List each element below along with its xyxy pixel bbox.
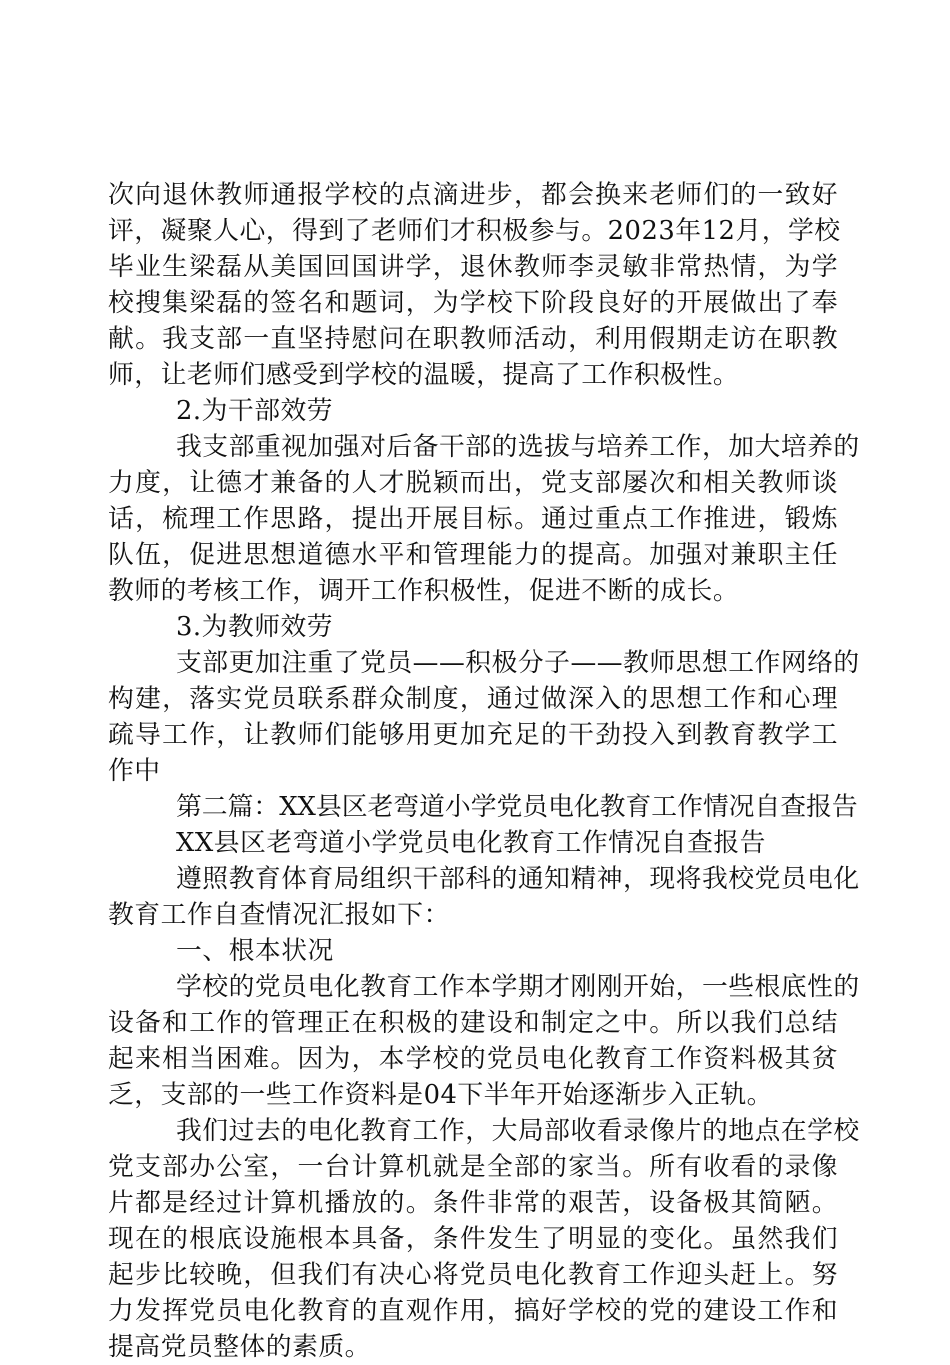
text-line: 学校的党员电化教育工作本学期才刚刚开始，一些根底性的 xyxy=(176,972,860,1002)
text-line: 作中 xyxy=(108,756,161,786)
text-line: 队伍，促进思想道德水平和管理能力的提高。加强对兼职主任 xyxy=(108,540,838,570)
text-line: 我支部重视加强对后备干部的选拔与培养工作，加大培养的 xyxy=(176,432,860,462)
text-line: 次向退休教师通报学校的点滴进步，都会换来老师们的一致好 xyxy=(108,180,838,210)
section-heading: 一、根本状况 xyxy=(176,936,334,966)
chapter-title: 第二篇：XX县区老弯道小学党员电化教育工作情况自查报告 xyxy=(176,792,858,822)
text-line: 评，凝聚人心，得到了老师们才积极参与。2023年12月，学校 xyxy=(108,216,841,246)
text-line: 教师的考核工作，调开工作积极性，促进不断的成长。 xyxy=(108,576,740,606)
text-line: 遵照教育体育局组织干部科的通知精神，现将我校党员电化 xyxy=(176,864,860,894)
text-line: 力度，让德才兼备的人才脱颖而出，党支部屡次和相关教师谈 xyxy=(108,468,838,498)
section-heading: 2.为干部效劳 xyxy=(176,396,334,426)
report-title: XX县区老弯道小学党员电化教育工作情况自查报告 xyxy=(176,828,766,858)
text-line: 教育工作自查情况汇报如下： xyxy=(108,900,450,930)
document-page xyxy=(108,0,860,1362)
text-line: 毕业生梁磊从美国回国讲学，退休教师李灵敏非常热情，为学 xyxy=(108,252,838,282)
text-line: 起来相当困难。因为，本学校的党员电化教育工作资料极其贫 xyxy=(108,1044,838,1074)
text-line: 话，梳理工作思路，提出开展目标。通过重点工作推进，锻炼 xyxy=(108,504,838,534)
text-line: 现在的根底设施根本具备，条件发生了明显的变化。虽然我们 xyxy=(108,1224,838,1254)
text-line: 力发挥党员电化教育的直观作用，搞好学校的党的建设工作和 xyxy=(108,1296,838,1326)
text-line: 我们过去的电化教育工作，大局部收看录像片的地点在学校 xyxy=(176,1116,860,1146)
text-line: 起步比较晚，但我们有决心将党员电化教育工作迎头赶上。努 xyxy=(108,1260,838,1290)
text-line: 师，让老师们感受到学校的温暖，提高了工作积极性。 xyxy=(108,360,740,390)
text-line: 校搜集梁磊的签名和题词，为学校下阶段良好的开展做出了奉 xyxy=(108,288,838,318)
section-heading: 3.为教师效劳 xyxy=(176,612,334,642)
text-line: 设备和工作的管理正在积极的建设和制定之中。所以我们总结 xyxy=(108,1008,838,1038)
text-line: 支部更加注重了党员——积极分子——教师思想工作网络的 xyxy=(176,648,860,678)
text-line: 党支部办公室，一台计算机就是全部的家当。所有收看的录像 xyxy=(108,1152,838,1182)
text-line: 片都是经过计算机播放的。条件非常的艰苦，设备极其简陋。 xyxy=(108,1188,838,1218)
text-line: 乏，支部的一些工作资料是04下半年开始逐渐步入正轨。 xyxy=(108,1080,773,1110)
text-line: 献。我支部一直坚持慰问在职教师活动，利用假期走访在职教 xyxy=(108,324,838,354)
text-line: 构建，落实党员联系群众制度，通过做深入的思想工作和心理 xyxy=(108,684,838,714)
text-line: 疏导工作，让教师们能够用更加充足的干劲投入到教育教学工 xyxy=(108,720,838,750)
text-line: 提高党员整体的素质。 xyxy=(108,1332,371,1362)
